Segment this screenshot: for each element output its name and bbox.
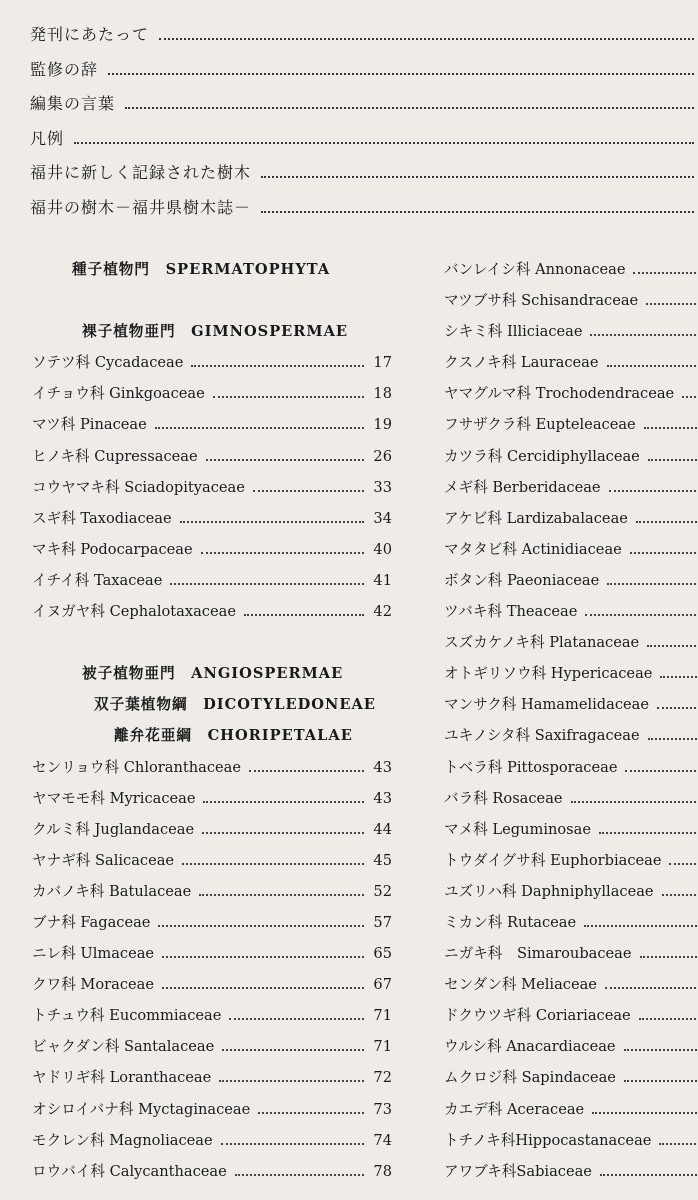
entry-name: ヤナギ科 Salicaceae [32,851,175,869]
dot-leader [229,1018,364,1020]
entry-name: トウダイグサ科 Euphorbiaceae [444,851,662,869]
entry-name: コウヤマキ科 Sciadopityaceae [32,478,245,496]
dot-leader [182,863,364,865]
dot-leader [155,427,364,429]
entry-name: ニレ科 Ulmaceae [32,945,155,963]
entry-name: ツバキ科 Theaceae [444,603,578,621]
front-matter-entry[interactable] [30,160,698,195]
entry-name: カツラ科 Cercidiphyllaceae [444,447,640,465]
dot-leader [624,1049,698,1051]
front-matter-entry[interactable] [30,126,698,161]
dot-leader [125,107,694,109]
entry-name: トチュウ科 Eucommiaceae [32,1007,222,1025]
dot-leader [235,1174,364,1176]
toc-entry[interactable] [32,818,392,849]
dot-leader [206,459,364,461]
toc-entry[interactable] [32,445,392,476]
toc-entry[interactable] [32,569,392,600]
entry-label: 福井に新しく記録された樹木 [30,163,252,183]
toc-entry[interactable] [444,289,698,320]
entry-name: マタタビ科 Actinidiaceae [444,540,622,558]
toc-entry[interactable] [32,756,392,787]
toc-entry[interactable] [444,600,698,631]
dot-leader [630,552,698,554]
dot-leader [600,1174,698,1176]
entry-label: 編集の言葉 [30,94,116,114]
front-matter-entry[interactable] [30,22,698,57]
entry-name: マツ科 Pinaceae [32,416,147,434]
dot-leader [648,459,698,461]
dot-leader [203,801,364,803]
page-number: 45 [373,851,392,869]
dot-leader [660,676,698,678]
entry-name: オトギリソウ科 Hypericaceae [444,665,653,683]
page-number: 52 [373,882,392,900]
section-heading-dicots: 双子葉植物綱 DICOTYLEDONEAE [94,696,376,714]
page-number: 65 [373,945,392,963]
entry-name: クワ科 Moraceae [32,976,154,994]
toc-entry[interactable] [32,1035,392,1066]
page-number: 43 [373,789,392,807]
front-matter-entry[interactable] [30,195,698,230]
page-number: 42 [373,603,392,621]
right-column [444,258,698,1191]
entry-name: ユズリハ科 Daphniphyllaceae [444,882,654,900]
toc-entry[interactable] [32,351,392,382]
dot-leader [199,894,364,896]
toc-entry[interactable] [32,880,392,911]
dot-leader [162,956,364,958]
page-number: 67 [373,976,392,994]
dot-leader [180,521,364,523]
dot-leader [624,1080,698,1082]
entry-name: カエデ科 Aceraceae [444,1100,585,1118]
page-number: 74 [373,1131,392,1149]
dot-leader [625,770,698,772]
entry-name: ボタン科 Paeoniaceae [444,571,600,589]
toc-entry[interactable] [444,756,698,787]
entry-name: フサザクラ科 Eupteleaceae [444,416,636,434]
dot-leader [633,272,698,274]
page-number: 19 [373,416,392,434]
toc-entry[interactable] [444,569,698,600]
front-matter-entry[interactable] [30,57,698,92]
dot-leader [585,614,698,616]
section-heading-gymnosperms: 裸子植物亜門 GIMNOSPERMAE [82,323,349,341]
toc-entry[interactable] [32,1066,392,1097]
toc-entry[interactable] [32,1129,392,1160]
dot-leader [662,894,698,896]
dot-leader [592,1112,698,1114]
page-number: 43 [373,758,392,776]
entry-name: ドクウツギ科 Coriariaceae [444,1007,631,1025]
toc-entry[interactable] [32,787,392,818]
toc-entry[interactable] [444,320,698,351]
toc-entry[interactable] [32,1098,392,1129]
dot-leader [261,211,694,213]
entry-name: イヌガヤ科 Cephalotaxaceae [32,603,236,621]
toc-entry[interactable] [444,880,698,911]
toc-entry[interactable] [32,1004,392,1035]
entry-name: トチノキ科Hippocastanaceae [444,1131,652,1149]
dot-leader [639,1018,698,1020]
dot-leader [170,583,364,585]
entry-name: オシロイバナ科 Myctaginaceae [32,1100,251,1118]
toc-entry[interactable] [32,1160,392,1191]
toc-entry[interactable] [444,911,698,942]
entry-name: ムクロジ科 Sapindaceae [444,1069,616,1087]
toc-entry[interactable] [444,631,698,662]
section-heading-angiosperms: 被子植物亜門 ANGIOSPERMAE [82,665,344,683]
section-heading-phylum: 種子植物門 SPERMATOPHYTA [72,261,331,278]
page-number: 57 [373,913,392,931]
dot-leader [253,490,364,492]
toc-entry[interactable] [444,538,698,569]
dot-leader [646,303,698,305]
entry-name: ブナ科 Fagaceae [32,913,151,931]
dot-leader [219,1080,364,1082]
dot-leader [159,38,694,40]
toc-entry[interactable] [444,1129,698,1160]
dot-leader [648,738,698,740]
toc-entry[interactable] [444,1004,698,1035]
dot-leader [590,334,698,336]
toc-entry[interactable] [444,1066,698,1097]
dot-leader [636,521,698,523]
dot-leader [647,645,698,647]
entry-name: スギ科 Taxodiaceae [32,509,172,527]
front-matter-entry[interactable] [30,91,698,126]
front-matter-list [30,22,698,230]
page-number: 41 [373,571,392,589]
toc-entry[interactable] [444,942,698,973]
dot-leader [202,832,364,834]
page-number: 26 [373,447,392,465]
toc-entry[interactable] [444,1160,698,1191]
entry-name: バンレイシ科 Annonaceae [444,261,626,278]
dot-leader [261,176,694,178]
entry-name: アワブキ科Sabiaceae [444,1162,592,1180]
entry-name: センリョウ科 Chloranthaceae [32,758,241,776]
page-number: 72 [373,1069,392,1087]
entry-label: 発刊にあたって [30,25,150,44]
toc-entry[interactable] [32,911,392,942]
toc-entry[interactable] [32,973,392,1004]
toc-entry[interactable] [444,382,698,413]
entry-name: ウルシ科 Anacardiaceae [444,1038,616,1056]
dot-leader [244,614,364,616]
section-heading-choripetalae: 離弁花亜綱 CHORIPETALAE [114,727,353,745]
dot-leader [191,365,364,367]
page-number: 78 [373,1162,392,1180]
toc-entry[interactable] [444,724,698,755]
dot-leader [213,396,364,398]
dot-leader [571,801,698,803]
entry-name: バラ科 Rosaceae [444,789,563,807]
left-column [32,258,392,1191]
page-number: 44 [373,820,392,838]
dot-leader [222,1049,364,1051]
entry-name: スズカケノキ科 Platanaceae [444,634,640,652]
entry-name: マキ科 Podocarpaceae [32,540,193,558]
entry-name: カバノキ科 Batulaceae [32,882,192,900]
toc-entry[interactable] [444,787,698,818]
toc-entry[interactable] [32,538,392,569]
entry-name: マンサク科 Hamamelidaceae [444,696,649,714]
toc-entry[interactable] [444,1098,698,1129]
entry-name: ヤドリギ科 Loranthaceae [32,1069,212,1087]
toc-entry[interactable] [444,818,698,849]
dot-leader [158,925,364,927]
entry-name: ユキノシタ科 Saxifragaceae [444,727,640,745]
entry-name: イチイ科 Taxaceae [32,571,163,589]
dot-leader [108,73,694,75]
page-number: 73 [373,1100,392,1118]
toc-entry[interactable] [32,849,392,880]
dot-leader [584,925,698,927]
dot-leader [607,583,698,585]
entry-name: センダン科 Meliaceae [444,976,597,994]
entry-name: ソテツ科 Cycadaceae [32,354,184,372]
page-number: 17 [373,354,392,372]
toc-entry[interactable] [444,662,698,693]
entry-name: モクレン科 Magnoliaceae [32,1131,213,1149]
dot-leader [644,427,698,429]
entry-name: ヒノキ科 Cupressaceae [32,447,198,465]
spacer [32,631,392,662]
entry-name: アケビ科 Lardizabalaceae [444,509,628,527]
entry-name: マツブサ科 Schisandraceae [444,292,639,310]
entry-label: 凡例 [30,128,65,148]
dot-leader [609,490,698,492]
page-number: 71 [373,1038,392,1056]
toc-entry[interactable] [32,600,392,631]
entry-name: マメ科 Leguminosae [444,820,592,838]
dot-leader [659,1143,698,1145]
page-number: 18 [373,385,392,403]
page-number: 71 [373,1007,392,1025]
dot-leader [605,987,698,989]
toc-entry[interactable] [444,507,698,538]
toc-entry[interactable] [444,445,698,476]
toc-entry[interactable] [444,476,698,507]
entry-name: ヤマグルマ科 Trochodendraceae [444,385,675,403]
toc-entry[interactable] [32,476,392,507]
toc-entry[interactable] [444,973,698,1004]
toc-entry[interactable] [32,942,392,973]
dot-leader [640,956,698,958]
entry-label: 監修の辞 [30,59,99,79]
dot-leader [669,863,698,865]
dot-leader [74,142,694,144]
toc-entry[interactable] [444,849,698,880]
entry-name: クルミ科 Juglandaceae [32,820,195,838]
entry-name: クスノキ科 Lauraceae [444,354,599,372]
dot-leader [657,707,698,709]
toc-entry[interactable] [444,693,698,724]
toc-entry[interactable] [32,413,392,444]
dot-leader [599,832,698,834]
entry-label: 福井の樹木－福井県樹木誌－ [30,197,252,217]
page-number: 33 [373,478,392,496]
spacer [32,289,392,320]
toc-entry[interactable] [444,1035,698,1066]
dot-leader [162,987,364,989]
entry-name: ヤマモモ科 Myricaceae [32,789,196,807]
entry-name: トベラ科 Pittosporaceae [444,758,618,776]
toc-entry[interactable] [444,258,698,289]
toc-entry[interactable] [444,413,698,444]
page-number: 34 [373,509,392,527]
dot-leader [201,552,364,554]
entry-name: ミカン科 Rutaceae [444,913,577,931]
entry-name: イチョウ科 Ginkgoaceae [32,385,205,403]
dot-leader [607,365,698,367]
dot-leader [249,770,364,772]
toc-entry[interactable] [444,351,698,382]
entry-name: メギ科 Berberidaceae [444,478,601,496]
page-number: 40 [373,540,392,558]
entry-name: シキミ科 Illiciaceae [444,323,583,341]
dot-leader [258,1112,364,1114]
toc-entry[interactable] [32,382,392,413]
entry-name: ロウバイ科 Calycanthaceae [32,1162,227,1180]
dot-leader [682,396,698,398]
entry-name: ニガキ科 Simaroubaceae [444,945,632,963]
toc-entry[interactable] [32,507,392,538]
dot-leader [221,1143,364,1145]
entry-name: ビャクダン科 Santalaceae [32,1038,215,1056]
